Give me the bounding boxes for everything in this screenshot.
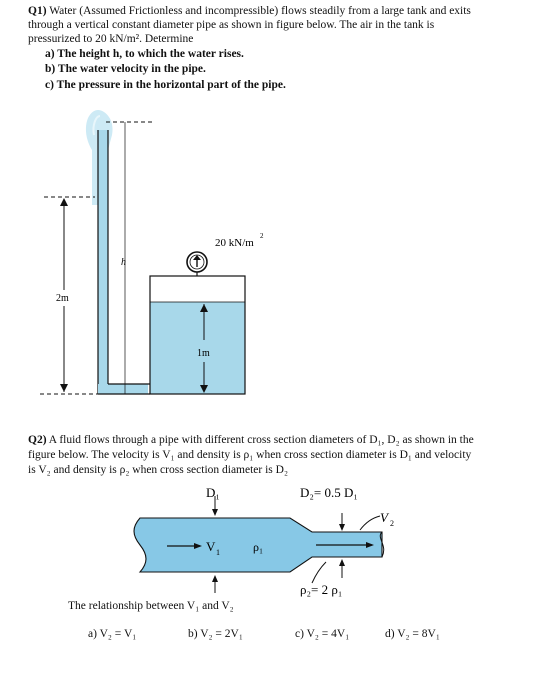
q2-question: The relationship between V₁ and V₂ xyxy=(68,600,234,612)
q1-number: Q1) xyxy=(28,5,47,17)
q2-line-2: figure below. The velocity is V₁ and density is ρ₁ when cross section diameter is D₁ and velocity xyxy=(28,449,472,461)
2m-label: 2m xyxy=(56,293,69,304)
q2-option-a: a) V₂ = V₁ xyxy=(88,628,137,640)
v2-label: V xyxy=(380,510,388,525)
v2-subscript: 2 xyxy=(390,519,394,528)
d1-label: D₁ xyxy=(206,485,220,500)
q2-text-1: A fluid flows through a pipe with different cross section diameters of D₁, D₂ as shown in the xyxy=(48,434,474,446)
q2-option-d: d) V₂ = 8V₁ xyxy=(385,628,440,640)
rho2-label: ρ₂= 2 ρ₁ xyxy=(300,582,343,597)
q1-item-c: c) The pressure in the horizontal part of the pipe. xyxy=(45,79,286,91)
h-label: h xyxy=(121,257,126,268)
q2-option-c: c) V₂ = 4V₁ xyxy=(295,628,350,640)
q1-text-1: Water (Assumed Frictionless and incompressible) flows steadily from a large tank and exits xyxy=(49,5,471,17)
q1-line-3: pressurized to 20 kN/m². Determine xyxy=(28,33,194,45)
q1-item-a: a) The height h, to which the water rises. xyxy=(45,48,244,60)
q2-line-3: is V₂ and density is ρ₂ when cross section diameter is D₂ xyxy=(28,464,288,476)
d2-label: D₂= 0.5 D₁ xyxy=(300,485,358,500)
q2-option-b: b) V₂ = 2V₁ xyxy=(188,628,243,640)
q2-number: Q2) xyxy=(28,434,47,446)
v2-pointer xyxy=(360,516,380,530)
q1-item-b: b) The water velocity in the pipe. xyxy=(45,63,206,75)
v1-subscript: 1 xyxy=(216,548,220,557)
pressure-label: 20 kN/m xyxy=(215,237,254,249)
pressure-exponent: 2 xyxy=(260,232,264,240)
q1-line-2: through a vertical constant diameter pipe as shown in figure below. The air in the tank is xyxy=(28,19,435,31)
rho1-label: ρ₁ xyxy=(253,540,264,554)
1m-label: 1m xyxy=(197,348,210,359)
v1-label: V xyxy=(206,539,216,554)
